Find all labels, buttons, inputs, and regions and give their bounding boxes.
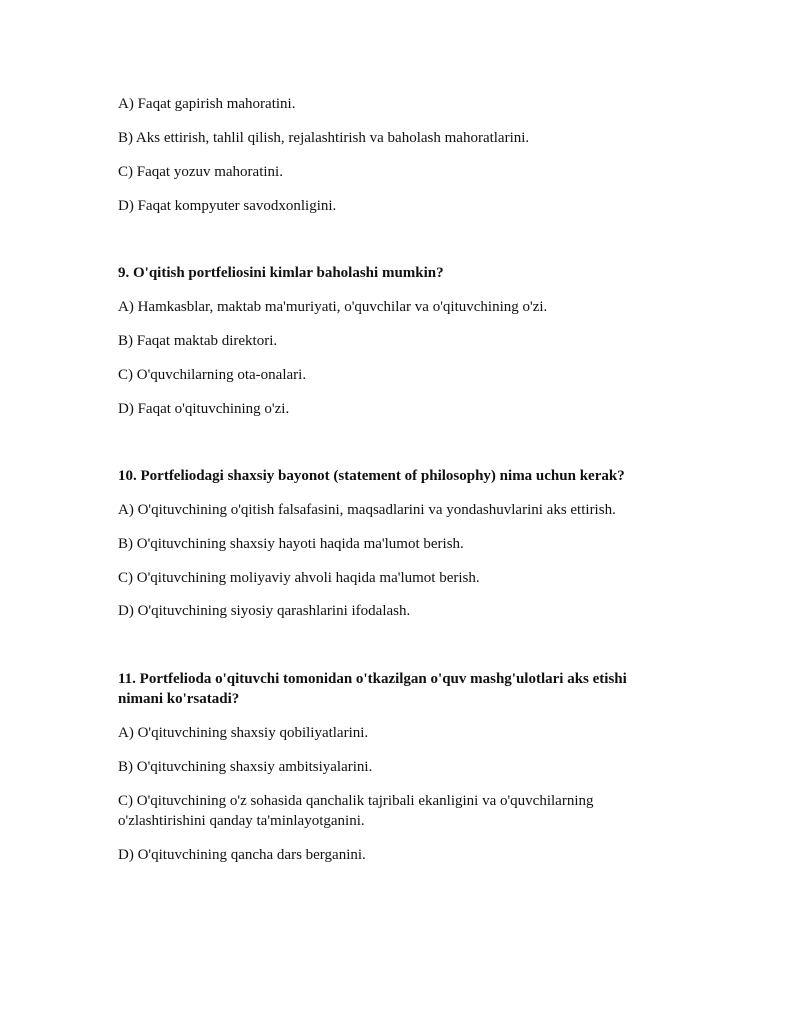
- q8-option-b: B) Aks ettirish, tahlil qilish, rejalashtirish va baholash mahoratlarini.: [118, 130, 530, 146]
- q8-option-c: C) Faqat yozuv mahoratini.: [118, 164, 283, 180]
- q8-option-a: A) Faqat gapirish mahoratini.: [118, 96, 296, 112]
- q10-option-c: C) O'qituvchining moliyaviy ahvoli haqida ma'lumot berish.: [118, 570, 480, 586]
- q9-option-b: B) Faqat maktab direktori.: [118, 333, 278, 349]
- q10-option-b: B) O'qituvchining shaxsiy hayoti haqida ma'lumot berish.: [118, 536, 464, 552]
- q9-option-d: D) Faqat o'qituvchining o'zi.: [118, 401, 290, 417]
- q11-option-b: B) O'qituvchining shaxsiy ambitsiyalarini.: [118, 759, 373, 775]
- q9-question: 9. O'qitish portfeliosini kimlar baholashi mumkin?: [118, 265, 444, 281]
- q10-option-d: D) O'qituvchining siyosiy qarashlarini ifodalash.: [118, 603, 411, 619]
- q9-option-c: C) O'quvchilarning ota-onalari.: [118, 367, 307, 383]
- q9-option-a: A) Hamkasblar, maktab ma'muriyati, o'quvchilar va o'qituvchining o'zi.: [118, 299, 548, 315]
- q11-question: 11. Portfelioda o'qituvchi tomonidan o'tkazilgan o'quv mashg'ulotlari aks etishi nimani ko'rsatadi?: [118, 671, 627, 707]
- q10-question: 10. Portfeliodagi shaxsiy bayonot (statement of philosophy) nima uchun kerak?: [118, 468, 625, 484]
- q10-option-a: A) O'qituvchining o'qitish falsafasini, maqsadlarini va yondashuvlarini aks ettirish.: [118, 502, 616, 518]
- q11-option-a: A) O'qituvchining shaxsiy qobiliyatlarini.: [118, 725, 369, 741]
- q11-option-c: C) O'qituvchining o'z sohasida qanchalik tajribali ekanligini va o'quvchilarning o'zlashtirishini qanday ta'minlayotganini.: [118, 793, 594, 829]
- q11-option-d: D) O'qituvchining qancha dars berganini.: [118, 847, 366, 863]
- q8-option-d: D) Faqat kompyuter savodxonligini.: [118, 198, 337, 214]
